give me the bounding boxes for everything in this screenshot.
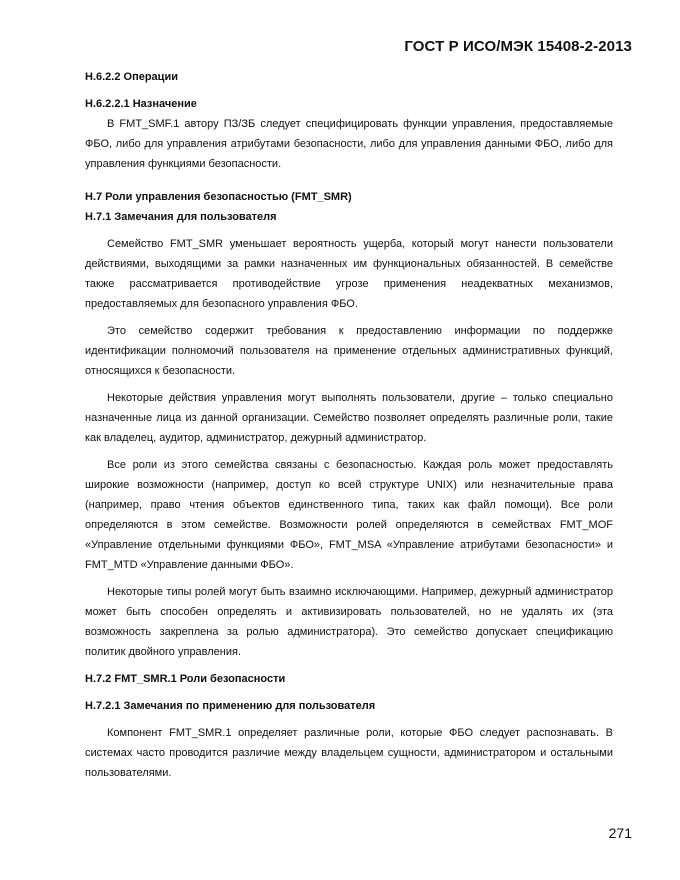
section-heading-h6-2-2-1: H.6.2.2.1 Назначение — [85, 98, 197, 110]
paragraph-family-requirements: Это семейство содержит требования к предоставлению информации по поддержке идентификации полномочий пользователя на применение отдельных административных функций, относящихся к безопасности. — [85, 325, 613, 377]
section-heading-h6-2-2: H.6.2.2 Операции — [85, 71, 178, 83]
paragraph-fmt-smf: В FMT_SMF.1 автору ПЗ/ЗБ следует специфицировать функции управления, предоставляемые ФБО, либо для управления атрибутами безопасности, либо для управления данными ФБО, либо для управления функциями безопасности. — [85, 118, 613, 170]
standard-header: ГОСТ Р ИСО/МЭК 15408-2-2013 — [404, 38, 632, 55]
page-content — [85, 67, 613, 783]
paragraph-exclusive-roles: Некоторые типы ролей могут быть взаимно исключающими. Например, дежурный администратор может быть способен определять и активизировать пользователей, но не удалять их (эта возможность закреплена за ролью администратора). Это семейство допускает спецификацию политик двойного управления. — [85, 586, 613, 658]
paragraph-fmt-smr-1: Компонент FMT_SMR.1 определяет различные роли, которые ФБО следует распознавать. В системах часто проводится различие между владельцем сущности, администратором и остальными пользователями. — [85, 727, 613, 779]
paragraph-fmt-smr-overview: Семейство FMT_SMR уменьшает вероятность ущерба, который могут нанести пользователи действиями, выходящими за рамки назначенных им функциональных обязанностей. В семействе также рассматривается противодействие угрозе применения неадекватных механизмов, предоставляемых для безопасного управления ФБО. — [85, 238, 613, 310]
section-heading-h7: H.7 Роли управления безопасностью (FMT_SMR) — [85, 191, 352, 203]
section-heading-h7-2-1: H.7.2.1 Замечания по применению для пользователя — [85, 700, 376, 712]
section-heading-h7-2: H.7.2 FMT_SMR.1 Роли безопасности — [85, 673, 286, 685]
section-heading-h7-1: H.7.1 Замечания для пользователя — [85, 211, 277, 223]
paragraph-management-actions: Некоторые действия управления могут выполнять пользователи, другие – только специально назначенные лица из данной организации. Семейство позволяет определять различные роли, такие как владелец, аудитор, администратор, дежурный администратор. — [85, 392, 613, 444]
page-number: 271 — [608, 825, 632, 841]
paragraph-roles-security: Все роли из этого семейства связаны с безопасностью. Каждая роль может предоставлять широкие возможности (например, доступ ко всей структуре UNIX) или незначительные права (например, право чтения объектов единственного типа, таких как файл помощи). Все роли определяются в этом семействе. Возможности ролей определяются в семействах FMT_MOF «Управление отдельными функциями ФБО», FMT_MSA «Управление атрибутами безопасности» и FMT_MTD «Управление данными ФБО». — [85, 459, 613, 571]
